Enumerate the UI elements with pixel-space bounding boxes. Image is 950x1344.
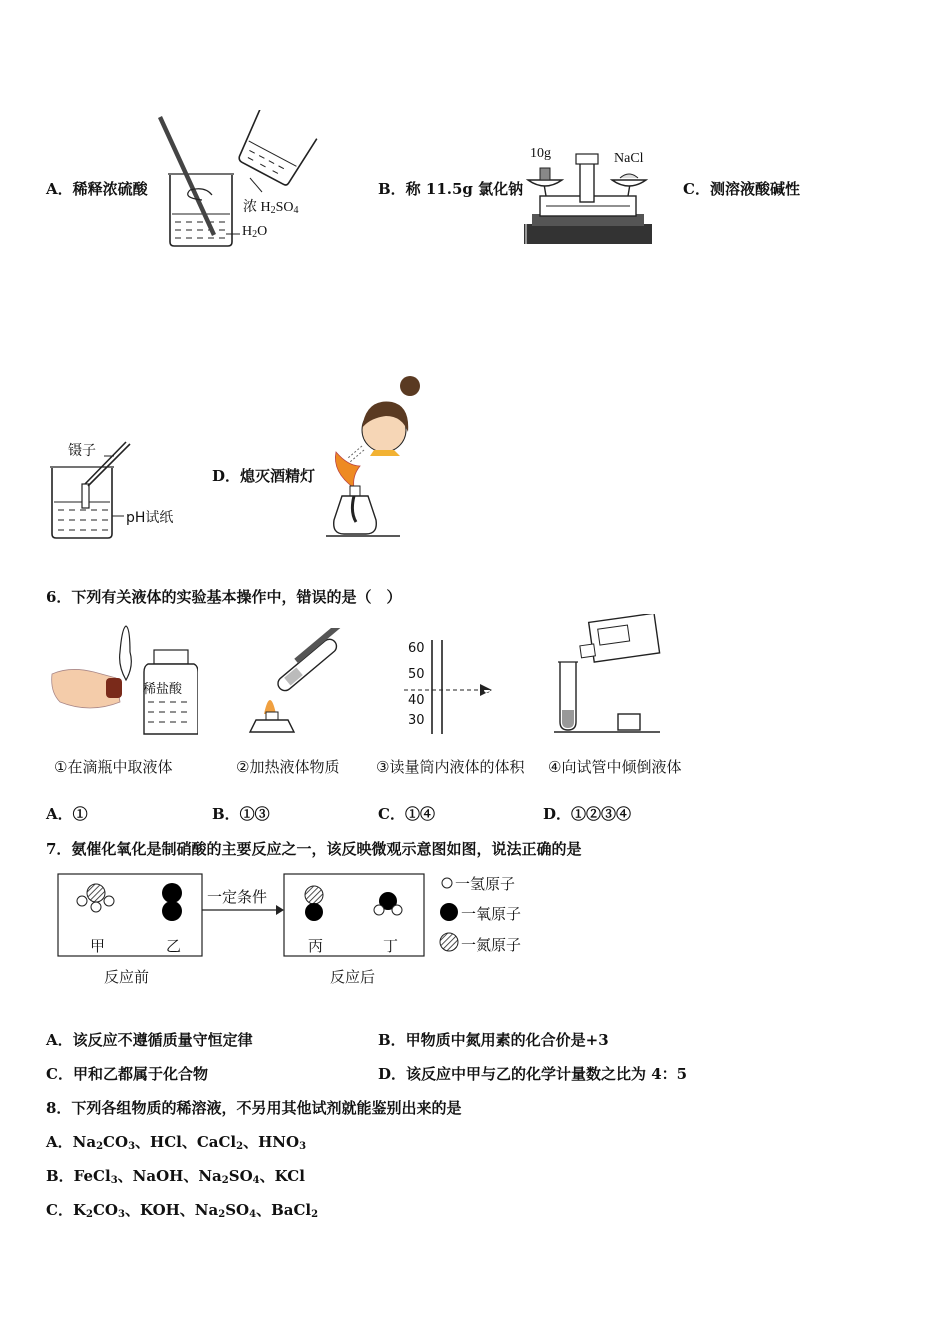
caption-after: 反应后 [330, 968, 376, 986]
label-h2o: $H_2O$ [242, 224, 268, 240]
tick-50: 50 [408, 667, 425, 682]
legend-nitrogen: 一氮原子 [461, 936, 522, 954]
q5-option-a: A．稀释浓硫酸 [46, 180, 148, 198]
caption-3: ③读量筒内液体的体积 [376, 758, 525, 776]
bottle-label: 稀盐酸 [143, 682, 183, 697]
label-conc-h2so4: 浓 $H_2SO_4$ [243, 200, 299, 216]
ph-paper-figure [44, 440, 184, 544]
caption-4: ④向试管中倾倒液体 [548, 758, 682, 776]
label-tweezers: 镊子 [68, 443, 96, 459]
heating-tube-figure [242, 628, 354, 736]
dilute-acid-figure [150, 110, 320, 250]
caption-before: 反应前 [104, 968, 150, 986]
label-ph-paper: pH试纸 [126, 510, 174, 526]
arrow-condition: 一定条件 [207, 888, 268, 906]
q7-choice-b: B．甲物质中氮用素的化合价是+3 [378, 1031, 609, 1049]
q8-choice-c: C．$K_2CO_3$、KOH、$Na_2SO_4$、BaCl$_2$ [46, 1201, 319, 1220]
label-10g: 10g [530, 146, 551, 161]
q6-choice-b: B．①③ [212, 805, 270, 823]
q6-choice-d: D．①②③④ [543, 805, 632, 823]
label-ding: 丁 [383, 937, 399, 955]
q7-stem: 7．氨催化氧化是制硝酸的主要反应之一，该反映微观示意图如图，说法正确的是 [46, 840, 582, 858]
tick-60: 60 [408, 641, 425, 656]
q6-stem: 6．下列有关液体的实验基本操作中，错误的是（ ） [46, 588, 402, 606]
caption-2: ②加热液体物质 [236, 758, 340, 776]
pouring-figure [552, 614, 664, 736]
legend-hydrogen: 一氢原子 [455, 875, 516, 893]
tick-40: 40 [408, 693, 425, 708]
q6-choice-c: C．①④ [378, 805, 435, 823]
legend-oxygen: 一氧原子 [461, 905, 522, 923]
q8-stem: 8．下列各组物质的稀溶液，不另用其他试剂就能鉴别出来的是 [46, 1099, 462, 1117]
q5-option-c: C．测溶液酸碱性 [683, 180, 800, 198]
label-jia: 甲 [90, 937, 106, 955]
q5-option-b: B．称 11.5g 氯化钠 [378, 180, 524, 198]
q8-choice-b: B．FeCl$_3$、NaOH、$Na_2SO_4$、KCl [46, 1167, 305, 1186]
q7-choice-c: C．甲和乙都属于化合物 [46, 1065, 208, 1083]
q7-choice-a: A．该反应不遵循质量守恒定律 [46, 1031, 253, 1049]
caption-1: ①在滴瓶中取液体 [54, 758, 173, 776]
label-nacl: NaCl [614, 151, 644, 166]
label-bing: 丙 [308, 937, 324, 955]
q8-choice-a: A．$Na_2CO_3$、HCl、CaCl$_2$、$HNO_3$ [46, 1133, 307, 1152]
tick-30: 30 [408, 713, 425, 728]
alcohol-lamp-figure [322, 372, 434, 542]
q7-choice-d: D．该反应中甲与乙的化学计量数之比为 4：5 [378, 1065, 688, 1083]
label-yi: 乙 [166, 937, 182, 955]
q6-choice-a: A．① [46, 805, 88, 823]
q5-option-d: D．熄灭酒精灯 [212, 467, 316, 485]
